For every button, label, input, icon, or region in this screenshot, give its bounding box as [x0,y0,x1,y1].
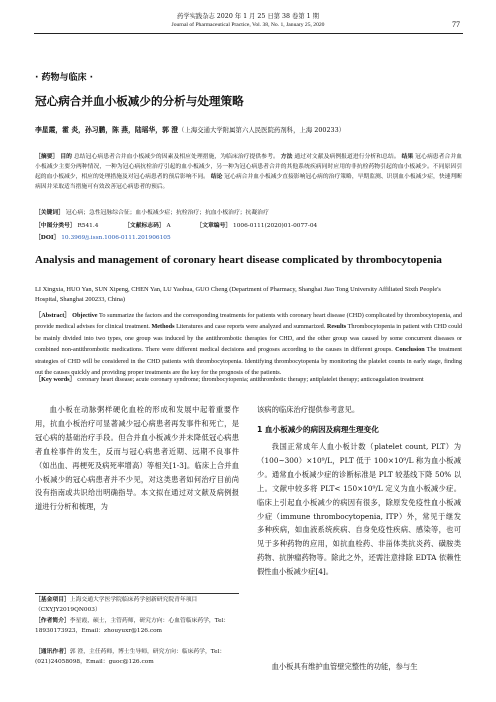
header-rule [34,33,463,34]
result-text-cn: 冠心病患者合并血小板减少主要分两种情况，一种为冠心病抗栓治疗引起的血小板减少，另一种为冠心病患者合并的其他系统疾病同时应用的非抗栓药物引起的血小板减少。不同原因引起的血小板减少，相应的处理措施及对冠心病患者的预后影响不同。 [35,154,463,180]
keywords-cn [35,208,462,218]
keywords-text-en: coronary heart disease; acute coronary syndrome; thrombocytopenia; antithrombotic therapy; antiplatelet therapy; anticoagulation treatment [77,376,424,383]
fund-label: ［基金项目］ [35,597,70,603]
keywords-label-en: ［Key words］ [35,376,76,383]
keywords-label-cn: ［关键词］ [35,210,64,216]
footnote-corresponding [35,648,239,668]
methods-text-en: Literatures and case reports were analyzed and summarized. [176,323,326,331]
page-number: 77 [452,20,460,29]
column-tag: · 药物与临床 · [35,73,94,83]
affiliation-cn: （上海交通大学附属第六人民医院药剂科，上海 200233） [178,126,346,134]
fund-text: 上海交通大学医学院临床药学创新研究院青年项目（CXYJY2019QN003） [35,597,198,613]
doi-label: ［DOI］ [35,235,60,241]
body-text-right-top: 该病的临床治疗提供参考意见。 [257,405,360,414]
doi-line [35,233,462,243]
clc-label: ［中图分类号］ [35,223,76,229]
method-text-cn: 通过对文献及病例报道进行分析和总结。 [294,154,400,160]
body-text-left: 血小板在动脉粥样硬化血栓的形成和发展中起着重要作用，抗血小板治疗可显著减少冠心病患者再发事件和死亡，是冠心病的基础治疗手段。但合并血小板减少并未降低冠心病患者血栓事件的发生，反而与冠心病患者近期、远期不良事件（如出血、再梗死及病死率增高）等相关[1-3]。临床上合并血小板减少的冠心病患者并不少见，对这类患者如何治疗目前尚没有指南或共识给出明确指导。本文拟在通过对文献及病例报道进行分析和梳理，为 [35,405,239,512]
author-names-en: LI Xingxia, HUO Yan, SUN Xipeng, CHEN Yan, LU Yaohua, GUO Cheng [35,286,228,293]
conclusion-label-en: Conclusion [395,346,425,354]
author-bio-label: ［作者简介］ [35,618,70,624]
body-text-right-p1: 我国正常成年人血小板计数（platelet count, PLT）为（100~300）×10⁹/L，PLT 低于 100×10⁹/L 称为血小板减少。通常血小板减少症的诊断标准是 PLT 较基线下降 50% 以上。文献中较多将 PLT< 150×10⁹/L 定义为血小板减少症。临床上引起血小板减少的病因有很多，除原发免疫性血小板减少症（immune thrombocytopenia, ITP）外，常见于继发多种疾病，如血液系统疾病、自身免疫性疾病、感染等，也可见于多种药物的应用，如抗血栓药、非甾体类抗炎药、磺胺类药物、抗肿瘤药物等。除此之外，还需注意排除 EDTA 依赖性假性血小板减少症[4]。 [257,442,461,577]
keywords-text-cn: 冠心病；急性冠脉综合征；血小板减少症；抗栓治疗；抗血小板治疗；抗凝治疗 [65,210,269,216]
article-title-cn: 冠心病合并血小板减少的分析与处理策略 [35,94,244,108]
conclusion-text-en: The treatment strategies of CHD will be considered in the CHD patients with thrombocytopenia. Identifying thrombocytopenia by monitoring the platelet counts in early stage, finding out the causes quickly and providing proper treatments are the key for the prognosis of the patients. [35,346,463,377]
section-heading-1: 1 血小板减少的病因及病理生理变化 [257,425,379,434]
doi-link[interactable]: 10.3969/j.issn.1006-0111.201906105 [61,235,171,241]
article-number-value: 1006-0111(2020)01-0077-04 [233,223,318,229]
body-text-right-p2: 血小板具有维护血管壁完整性的功能，参与生 [271,662,418,671]
article-number-label: ［文章编号］ [196,223,232,229]
authors-cn [35,124,345,134]
journal-header-en: Journal of Pharmaceutical Practice, Vol. 38, No. 1, January 25, 2020 [171,22,325,28]
author-names-cn: 李星霞，霍 炎，孙习鹏，陈 燕，陆瑶华，郭 澄 [35,126,179,134]
result-label-cn: 结果 [401,154,414,160]
article-title-en: Analysis and management of coronary heart disease complicated by thrombocytopenia [35,254,442,266]
clc-value: R541.4 [77,223,99,229]
abstract-label-en: ［Abstract］ [35,312,71,319]
conclusion-text-cn: 冠心病合并血小板减少直接影响冠心病的治疗策略，早期监测、识别血小板减少症，快速判断病因并采取适当措施可有效改善冠心病患者的预后。 [35,174,463,190]
affiliation-en: (Department of Pharmacy, Shanghai Jiao Tong University Affiliated Sixth People's Hospital, Shanghai 200233, China) [35,286,441,303]
doc-code-label: ［文献标志码］ [124,223,165,229]
method-label-cn: 方法 [280,154,293,160]
journal-header-cn: 药学实践杂志 2020 年 1 月 25 日第 38 卷第 1 期 [177,13,319,20]
abstract-en [35,310,462,378]
corresponding-label: ［通讯作者］ [35,649,70,655]
results-label-en: Results [326,323,347,331]
abstract-label-cn: ［摘要］ [35,154,59,160]
methods-label-en: Methods [151,323,175,331]
doc-code-value: A [166,223,171,229]
conclusion-label-cn: 结论 [210,174,223,180]
footnote-rule [35,593,239,594]
authors-en [35,285,465,304]
keywords-en [35,374,462,385]
objective-text-en: To summarize the factors and the corresponding treatments for patients with coronary heart disease (CHD) complicated by thrombocytopenia, and provide medical advises for clinical treatment. [35,312,463,331]
footnote-fund [35,596,239,616]
objective-label-en: Objective [72,312,98,319]
corresponding-text: 郭 澄，主任药师，博士生导师，研究方向：临床药学，Tel：(021)24058098，Email：guoc@126.com [35,649,226,665]
classification-line [35,221,462,231]
objective-label-cn: 目的 [60,154,73,160]
footnote-author [35,617,239,637]
objective-text-cn: 总结冠心病患者合并血小板减少的因素及相应处理措施，为临床治疗提供参考。 [73,154,279,160]
author-bio-text: 李星霞，硕士，主管药师，研究方向：心血管临床药学，Tel：18930173923，Email：zhouyuxr@126.com [35,618,230,634]
abstract-cn [35,152,462,192]
results-text-en: Thrombocytopenia in patient with CHD could be mainly divided into two types, one group was induced by the antithrombotic therapies for CHD, and the other group was caused by some concurrent diseases or combined non-antithrombotic medications. There were different medical decisions and progoses according to the causes in different groups. [35,323,463,354]
